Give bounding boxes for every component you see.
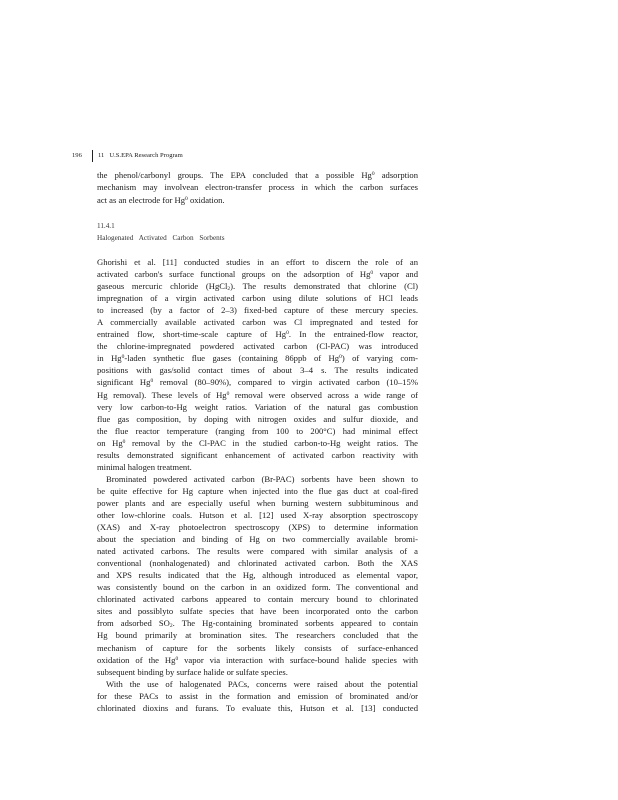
text-line: for these PACs to assist in the formation and emission of brominated and/or: [97, 690, 418, 701]
text-line: sites and possiblyto sulfate species that have been incorporated onto the carbon: [97, 606, 418, 617]
text-line: the phenol/carbonyl groups. The EPA concluded that a possible Hg$^0$ adsorption: [97, 170, 418, 180]
header-rule: [92, 150, 93, 162]
paragraph-halogenated-pacs: [97, 678, 418, 714]
text-line: Hg removal). These levels of Hg$^0$ removal were observed across a wide range of: [97, 389, 419, 400]
text-line: activated carbon's surface functional groups on the adsorption of Hg$^0$ vapor and: [97, 269, 418, 280]
text-line: oxidation of the Hg$^0$ vapor via interaction with surface-bound halide species with: [97, 654, 418, 665]
section-title: Halogenated Activated Carbon Sorbents: [97, 234, 225, 242]
text-line: mechanism of capture for the sorbents likely consists of surface-enhanced: [97, 642, 418, 653]
section-body: [97, 256, 418, 714]
text-line: the flue reactor temperature (ranging from 100 to 200°C) had minimal effect: [97, 425, 418, 436]
text-line: Ghorishi et al. [11] conducted studies in an effort to discern the role of an: [97, 257, 418, 267]
text-line: in Hg$^0$-laden synthetic flue gases (containing 86ppb of Hg$^0$) of varying com-: [97, 353, 419, 364]
text-line: entrained flow, short-time-scale capture of Hg$^0$. In the entrained-flow reactor,: [97, 329, 419, 340]
text-line: to increased (by a factor of 2–3) fixed-bed capture of these mercury species.: [97, 305, 418, 316]
text-line: about the speciation and binding of Hg on two commercially available bromi-: [97, 534, 418, 545]
text-line: (XAS) and X-ray photoelectron spectroscopy (XPS) to determine information: [97, 522, 418, 533]
text-line: mechanism may involvean electron-transfer process in which the carbon surfaces: [97, 182, 418, 193]
text-line: impregnation of a virgin activated carbon using dilute solutions of HCl leads: [97, 293, 418, 304]
chapter-number: 11: [98, 152, 105, 159]
text-line: act as an electrode for Hg$^0$ oxidation.: [97, 194, 225, 205]
text-line: With the use of halogenated PACs, concerns were raised about the potential: [106, 678, 418, 689]
running-header: [72, 150, 183, 164]
text-line: power plants and are especially useful when burning western subbituminous and: [97, 497, 418, 508]
text-line: subsequent binding by surface halide or sulfate species.: [97, 666, 288, 677]
running-title: U.S.EPA Research Program: [109, 152, 183, 159]
text-line: conventional (nonhalogenated) and chlorinated activated carbon. Both the XAS: [97, 558, 418, 569]
text-line: results demonstrated significant enhancement of activated carbon reactivity with: [97, 449, 418, 460]
text-line: positions with gas/solid contact times of about 3–4 s. The results indicated: [97, 365, 418, 376]
text-line: be quite effective for Hg capture when injected into the flue gas duct at coal-fired: [97, 485, 418, 496]
page-number: 196: [72, 152, 82, 159]
section-number: 11.4.1: [97, 222, 115, 230]
text-line: A commercially available activated carbon was Cl impregnated and tested for: [97, 317, 418, 328]
text-line: chlorinated activated carbons appeared to contain mercury bound to chlorinated: [97, 594, 418, 605]
text-line: Brominated powdered activated carbon (Br-PAC) sorbents have been shown to: [106, 473, 418, 484]
text-line: very low carbon-to-Hg weight ratios. Variation of the natural gas combustion: [97, 401, 418, 412]
paragraph-brominated-pac: [97, 473, 418, 678]
text-line: flue gas composition, by doping with nitrogen oxides and sulfur dioxide, and: [97, 413, 418, 424]
text-line: nated activated carbons. The results were compared with similar analysis of a: [97, 546, 418, 557]
text-line: the chlorine-impregnated powdered activated carbon (Cl-PAC) was introduced: [97, 341, 418, 352]
text-line: chlorinated dioxins and furans. To evaluate this, Hutson et al. [13] conducted: [97, 702, 418, 713]
text-line: on Hg$^0$ removal by the Cl-PAC in the studied carbon-to-Hg weight ratios. The: [97, 437, 418, 448]
intro-paragraph: [97, 169, 418, 206]
text-line: significant Hg$^0$ removal (80–90%), compared to virgin activated carbon (10–15%: [97, 377, 418, 388]
text-line: other low-chlorine coals. Hutson et al. [12] used X-ray absorption spectroscopy: [97, 509, 418, 520]
text-line: gaseous mercuric chloride (HgCl$_2$). The results demonstrated that chlorine (Cl): [97, 281, 418, 293]
text-line: Hg bound primarily at bromination sites. The researchers concluded that the: [97, 630, 418, 641]
paragraph-ghorishi: [97, 256, 418, 473]
text-line: and XPS results indicated that the Hg, although introduced as elemental vapor,: [97, 570, 418, 581]
text-line: from adsorbed $SO_2$. The Hg-containing brominated sorbents appeared to contain: [97, 618, 418, 630]
text-line: was consistently bound on the carbon in an oxidized form. The conventional and: [97, 582, 418, 593]
text-line: minimal halogen treatment.: [97, 461, 192, 472]
